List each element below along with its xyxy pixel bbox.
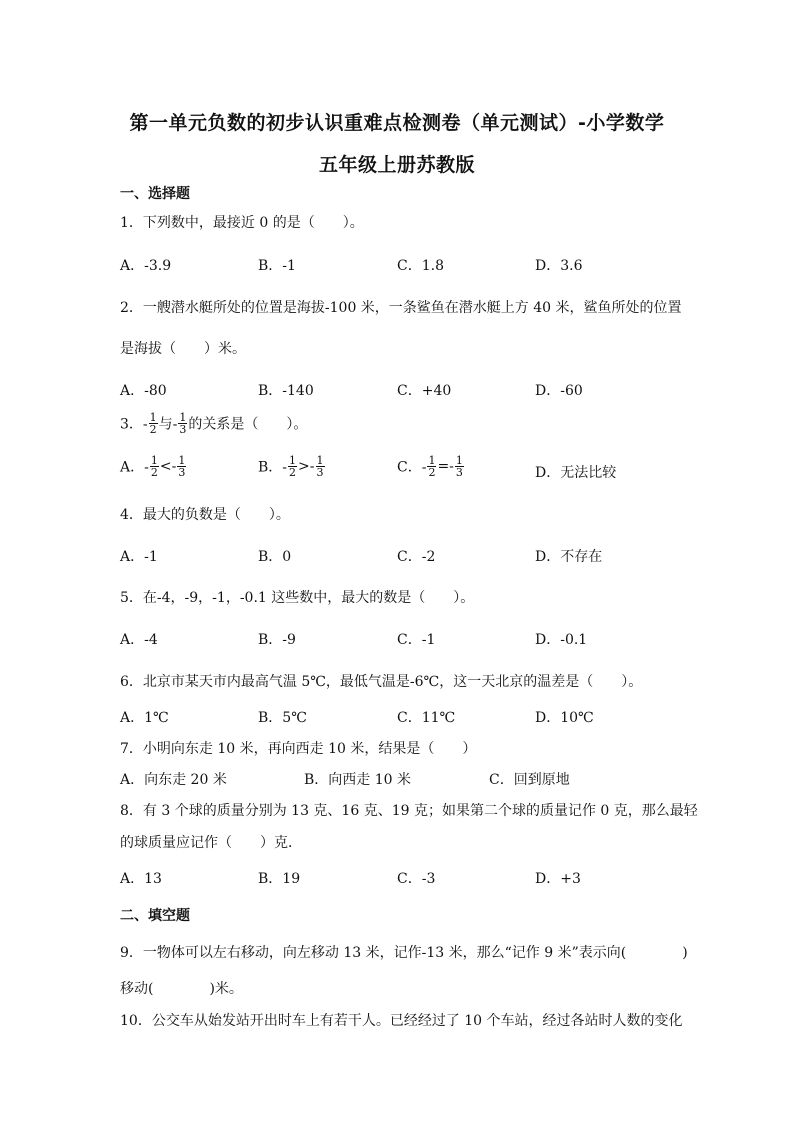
fraction-denominator: 2	[149, 423, 157, 436]
question-6-option-b[interactable]: B．5℃	[258, 710, 307, 726]
relation-sign: <-	[159, 458, 177, 475]
question-2-text-line1: 2．一艘潜水艇所处的位置是海拔-100 米，一条鲨鱼在潜水艇上方 40 米，鲨鱼所处的位置	[120, 300, 682, 316]
fraction-denominator: 3	[178, 466, 186, 479]
fraction-one-third	[316, 455, 325, 478]
question-7-option-a[interactable]: A．向东走 20 米	[120, 772, 227, 788]
fraction-numerator: 1	[179, 411, 187, 424]
question-6-option-d[interactable]: D．10℃	[535, 710, 594, 726]
question-7-option-c[interactable]: C．回到原地	[489, 772, 570, 788]
fraction-denominator: 3	[316, 466, 324, 479]
question-3-option-a[interactable]	[120, 455, 187, 478]
question-4-option-b[interactable]: B．0	[258, 549, 292, 565]
question-4-option-a[interactable]: A．-1	[120, 549, 158, 565]
fraction-one-half	[150, 455, 159, 478]
question-1-option-a[interactable]: A．-3.9	[120, 258, 172, 274]
question-3-option-c[interactable]	[397, 455, 465, 478]
question-8-text-line1: 8．有 3 个球的质量分别为 13 克、16 克、19 克；如果第二个球的质量记作 0 克，那么最轻	[120, 803, 698, 819]
fraction-denominator: 2	[428, 466, 436, 479]
option-label: B．-	[258, 459, 288, 476]
option-label: C．-	[397, 459, 427, 476]
fraction-one-third	[177, 455, 186, 478]
question-7-option-b[interactable]: B．向西走 10 米	[304, 772, 412, 788]
relation-sign: =-	[437, 458, 454, 475]
question-1-option-d[interactable]: D．3.6	[535, 258, 583, 274]
question-6-text: 6．北京市某天市内最高气温 5℃，最低气温是-6℃，这一天北京的温差是（ ）。	[120, 674, 643, 690]
fraction-denominator: 3	[455, 466, 463, 479]
fraction-denominator: 2	[150, 466, 158, 479]
section-choice-heading: 一、选择题	[120, 186, 190, 202]
question-9-text-line2: 移动( )米。	[120, 981, 243, 997]
question-6-option-a[interactable]: A．1℃	[120, 710, 169, 726]
question-3-mid: 与-	[158, 416, 178, 433]
question-4-option-d[interactable]: D．不存在	[535, 549, 603, 565]
fraction-denominator: 2	[289, 466, 297, 479]
question-8-option-c[interactable]: C．-3	[397, 871, 436, 887]
question-8-option-b[interactable]: B．19	[258, 871, 301, 887]
fraction-one-half	[427, 455, 436, 478]
page-title-line2: 五年级上册苏教版	[318, 154, 475, 176]
question-2-option-b[interactable]: B．-140	[258, 383, 314, 399]
question-3-option-d[interactable]: D．无法比较	[535, 465, 617, 481]
fraction-one-third	[455, 455, 464, 478]
question-3-suffix: 的关系是（ ）。	[188, 416, 308, 433]
question-10-text-line1: 10．公交车从始发站开出时车上有若干人。已经经过了 10 个车站，经过各站时人数的变化	[120, 1013, 683, 1029]
option-label: A．-	[120, 459, 149, 476]
question-6-option-c[interactable]: C．11℃	[397, 710, 456, 726]
fraction-numerator: 1	[455, 454, 463, 467]
question-5-option-b[interactable]: B．-9	[258, 632, 296, 648]
question-9-text-line1: 9．一物体可以左右移动，向左移动 13 米，记作-13 米，那么“记作 9 米”表示向( )	[120, 945, 688, 961]
relation-sign: >-	[298, 458, 315, 475]
question-5-option-d[interactable]: D．-0.1	[535, 632, 588, 648]
fraction-one-half	[149, 412, 158, 435]
fraction-one-third	[178, 412, 187, 435]
question-5-option-c[interactable]: C．-1	[397, 632, 436, 648]
fraction-numerator: 1	[428, 454, 436, 467]
question-3-option-b[interactable]	[258, 455, 326, 478]
question-5-text: 5．在-4，-9，-1，-0.1 这些数中，最大的数是（ ）。	[120, 590, 475, 606]
question-3-text	[120, 412, 307, 435]
question-7-text: 7．小明向东走 10 米，再向西走 10 米，结果是（ ）	[120, 741, 477, 757]
question-3-prefix: 3．-	[120, 416, 148, 433]
question-8-option-a[interactable]: A．13	[120, 871, 162, 887]
question-1-option-c[interactable]: C．1.8	[397, 258, 444, 274]
question-2-option-c[interactable]: C．+40	[397, 383, 452, 399]
question-1-text: 1．下列数中，最接近 0 的是（ ）。	[120, 215, 364, 231]
question-8-option-d[interactable]: D．+3	[535, 871, 581, 887]
question-2-option-a[interactable]: A．-80	[120, 383, 167, 399]
fraction-numerator: 1	[149, 411, 157, 424]
question-5-option-a[interactable]: A．-4	[120, 632, 158, 648]
page-title-line1: 第一单元负数的初步认识重难点检测卷（单元测试）-小学数学	[129, 112, 665, 134]
fraction-numerator: 1	[289, 454, 297, 467]
section-fill-heading: 二、填空题	[120, 908, 190, 924]
question-1-option-b[interactable]: B．-1	[258, 258, 296, 274]
question-4-text: 4．最大的负数是（ ）。	[120, 507, 290, 523]
question-2-text-line2: 是海拔（ ）米。	[120, 341, 246, 357]
fraction-numerator: 1	[316, 454, 324, 467]
fraction-numerator: 1	[150, 454, 158, 467]
fraction-one-half	[288, 455, 297, 478]
fraction-denominator: 3	[179, 423, 187, 436]
question-2-option-d[interactable]: D．-60	[535, 383, 583, 399]
question-8-text-line2: 的球质量应记作（ ）克．	[120, 835, 302, 851]
question-4-option-c[interactable]: C．-2	[397, 549, 436, 565]
fraction-numerator: 1	[178, 454, 186, 467]
